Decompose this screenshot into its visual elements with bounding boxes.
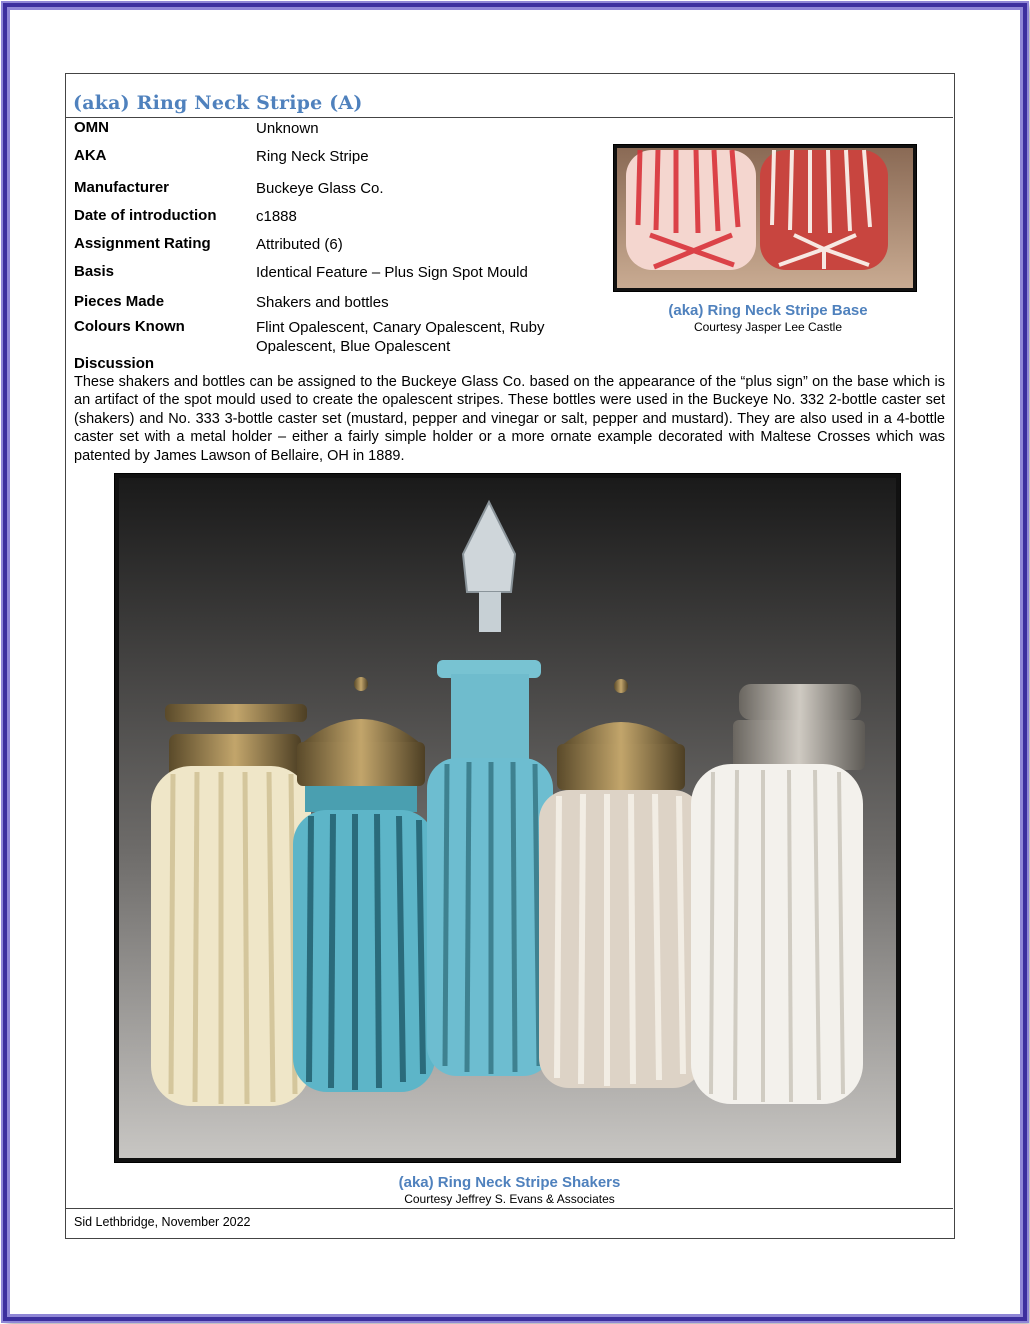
field-label-aka: AKA — [74, 147, 107, 164]
discussion-body: These shakers and bottles can be assigned to the Buckeye Glass Co. based on the appearance of the “plus sign” on the base which is an artifact of the spot mould used to create the opalescent stripes. These bottles were used in the Buckeye No. 332 2-bottle caster set (shakers) and No. 333 3-bottle caster set (mustard, pepper and vinegar or salt, pepper and mustard). They are also used in a 4-bottle caster set with a metal holder – either a fairly simple holder or a more ornate example decorated with Maltese Crosses which was patented by James Lawson of Bellaire, OH in 1889. — [74, 374, 945, 464]
footer-author: Sid Lethbridge, November 2022 — [74, 1215, 251, 1229]
field-label-pieces: Pieces Made — [74, 293, 165, 310]
field-value-colours: Flint Opalescent, Canary Opalescent, Ruby Opalescent, Blue Opalescent — [256, 319, 545, 355]
field-value-rating: Attributed (6) — [256, 236, 343, 253]
field-label-date: Date of introduction — [74, 207, 217, 224]
main-photo-credit: Courtesy Jeffrey S. Evans & Associates — [404, 1192, 615, 1206]
field-value-date: c1888 — [256, 208, 297, 225]
base-photo — [613, 144, 917, 292]
base-photo-image — [614, 145, 916, 291]
field-label-colours: Colours Known — [74, 318, 185, 335]
field-label-manufacturer: Manufacturer — [74, 179, 170, 196]
base-photo-credit: Courtesy Jasper Lee Castle — [693, 320, 843, 334]
field-value-aka: Ring Neck Stripe — [256, 148, 369, 165]
field-value-pieces: Shakers and bottles — [256, 294, 389, 311]
title-row — [65, 73, 953, 118]
field-label-basis: Basis — [74, 263, 115, 280]
field-label-rating: Assignment Rating — [74, 235, 211, 252]
base-photo-caption: (aka) Ring Neck Stripe Base — [668, 302, 868, 319]
main-photo-image — [115, 474, 900, 1162]
main-photo — [114, 473, 901, 1163]
field-label-omn: OMN — [74, 119, 109, 136]
field-value-omn: Unknown — [256, 120, 319, 137]
main-photo-caption: (aka) Ring Neck Stripe Shakers — [398, 1174, 621, 1191]
field-value-basis: Identical Feature – Plus Sign Spot Mould — [256, 264, 528, 281]
field-value-manufacturer: Buckeye Glass Co. — [256, 180, 384, 197]
footer-divider — [65, 1208, 953, 1209]
discussion-heading: Discussion — [74, 355, 155, 372]
page-title: (aka) Ring Neck Stripe (A) — [73, 92, 363, 114]
